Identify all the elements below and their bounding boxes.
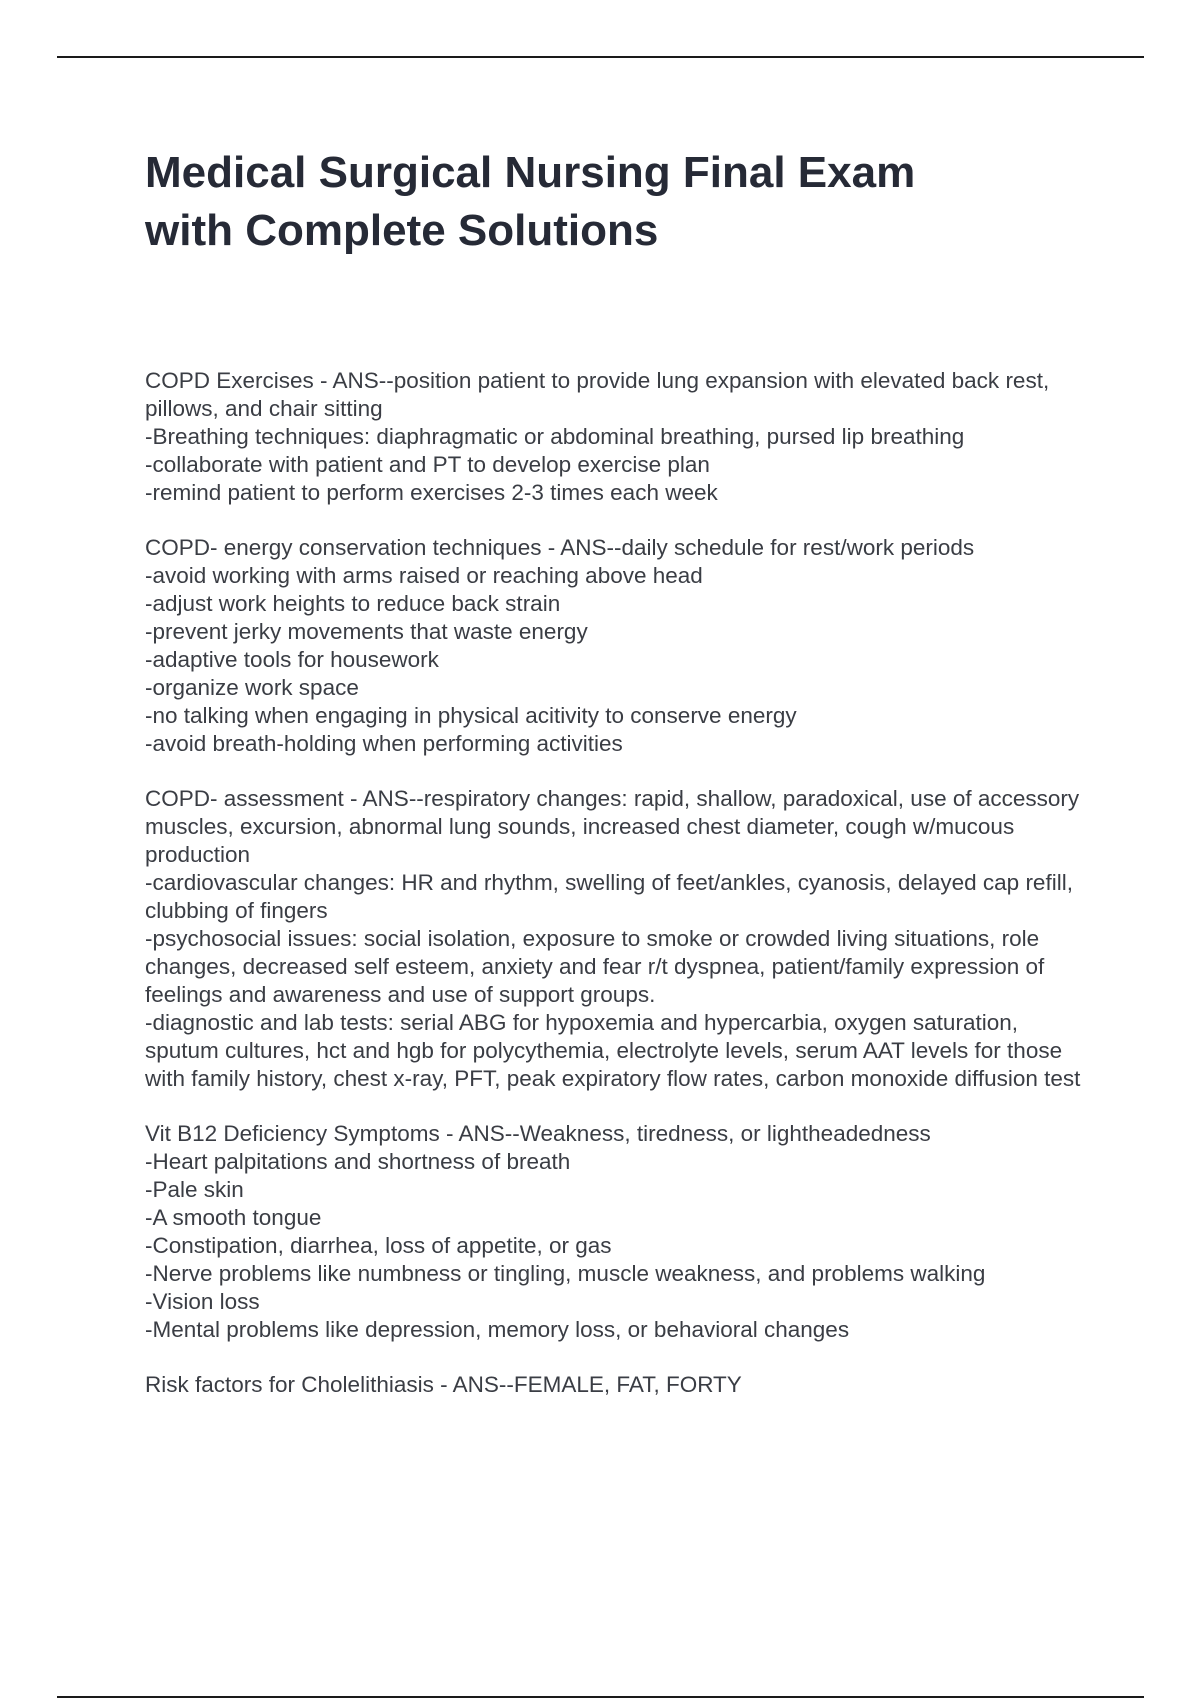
entry-line: -adjust work heights to reduce back strain [145,591,561,616]
entry-line: -collaborate with patient and PT to develop exercise plan [145,452,710,477]
entry-line: -psychosocial issues: social isolation, exposure to smoke or crowded living situations, role changes, decreased self esteem, anxiety and fear r/t dyspnea, patient/family expression of feelings and awareness and use of support groups. [145,926,1045,1007]
entry-line: -Breathing techniques: diaphragmatic or abdominal breathing, pursed lip breathing [145,424,965,449]
entry-copd-assessment [145,785,1095,1093]
entry-line: -A smooth tongue [145,1205,322,1230]
entry-line: -avoid breath-holding when performing activities [145,731,623,756]
entry-line: COPD- assessment - ANS--respiratory changes: rapid, shallow, paradoxical, use of accessory muscles, excursion, abnormal lung sounds, increased chest diameter, cough w/mucous production [145,786,1080,867]
document-body [145,367,1095,1426]
entry-line: COPD Exercises - ANS--position patient to provide lung expansion with elevated back rest, pillows, and chair sitting [145,368,1050,421]
entry-line: -Heart palpitations and shortness of breath [145,1149,571,1174]
entry-line: -cardiovascular changes: HR and rhythm, swelling of feet/ankles, cyanosis, delayed cap refill, clubbing of fingers [145,870,1073,923]
entry-line: -adaptive tools for housework [145,647,439,672]
entry-line: Vit B12 Deficiency Symptoms - ANS--Weakness, tiredness, or lightheadedness [145,1121,931,1146]
entry-line: -Constipation, diarrhea, loss of appetite, or gas [145,1233,612,1258]
entry-cholelithiasis-risk [145,1371,1095,1399]
title-line-1: Medical Surgical Nursing Final Exam [145,148,916,197]
entry-line: COPD- energy conservation techniques - ANS--daily schedule for rest/work periods [145,535,975,560]
entry-line: -Vision loss [145,1289,260,1314]
title-line-2: with Complete Solutions [145,206,659,255]
entry-copd-energy-conservation [145,534,1095,758]
entry-line: -avoid working with arms raised or reaching above head [145,563,703,588]
top-divider [57,56,1144,58]
entry-line: -remind patient to perform exercises 2-3 times each week [145,480,718,505]
entry-line: -Mental problems like depression, memory loss, or behavioral changes [145,1317,850,1342]
entry-copd-exercises [145,367,1095,507]
entry-line: -diagnostic and lab tests: serial ABG for hypoxemia and hypercarbia, oxygen saturation, sputum cultures, hct and hgb for polycythemia, electrolyte levels, serum AAT levels for those with family history, chest x-ray, PFT, peak expiratory flow rates, carbon monoxide diffusion test [145,1010,1081,1091]
entry-line: -Nerve problems like numbness or tingling, muscle weakness, and problems walking [145,1261,986,1286]
entry-line: -prevent jerky movements that waste energy [145,619,588,644]
document-title [145,144,1105,260]
entry-line: -organize work space [145,675,359,700]
entry-vit-b12-deficiency [145,1120,1095,1344]
entry-line: -Pale skin [145,1177,244,1202]
entry-line: Risk factors for Cholelithiasis - ANS--FEMALE, FAT, FORTY [145,1372,742,1397]
bottom-divider [57,1696,1144,1698]
entry-line: -no talking when engaging in physical acitivity to conserve energy [145,703,797,728]
